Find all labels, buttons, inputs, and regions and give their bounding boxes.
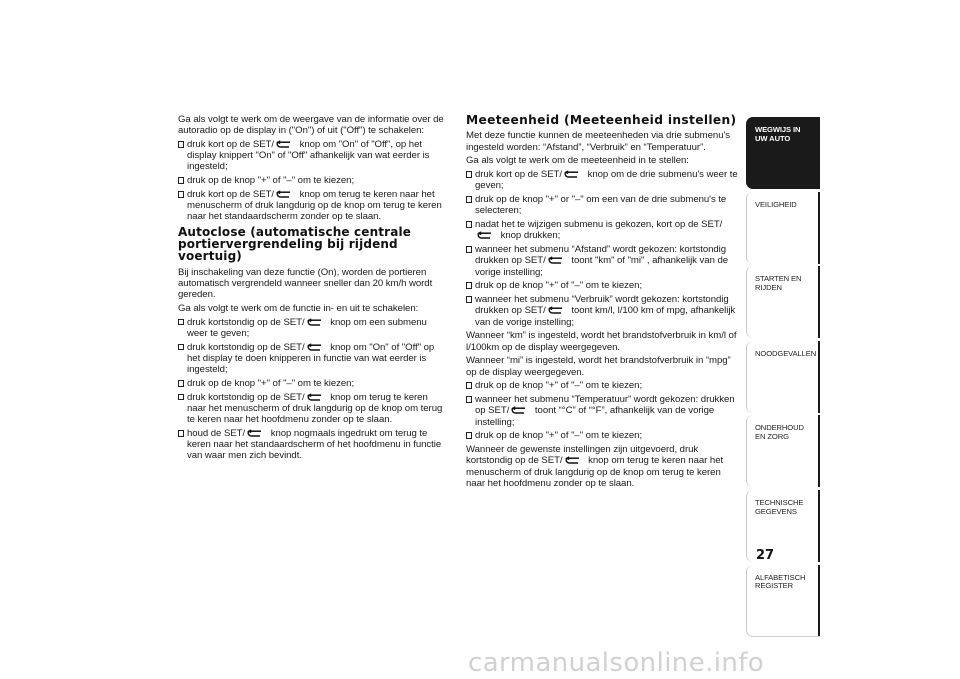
left-column [178,114,446,464]
km-note: Wanneer “km” is ingesteld, wordt het brandstofverbruik in km/l of l/100km op de display weergegeven. [466,330,737,353]
closing-text-pre: Wanneer de gewenste instellingen zijn uitgevoerd, druk kortstondig op de SET/ [466,444,699,467]
right-bullets-1 [466,169,742,328]
tab-noodgevallen[interactable] [746,341,820,413]
list-item-text-continued: knop om "On" of "Off", op het display knippert "On" of "Off" afhankelijk van wat eerder is ingesteld; [187,139,430,173]
tab-label: TECHNISCHE GEGEVENS [755,497,804,516]
checkbox-bullet-icon [466,196,472,203]
list-item-text: nadat het te wijzigen submenu is gekozen, kort op de SET/ [475,219,723,231]
list-item [466,194,742,216]
tab-veiligheid[interactable] [746,192,820,264]
list-item-text-continued: knop om de drie submenu's weer te geven; [475,169,738,192]
list-item-text: druk op de knop "+" of "–" om te kiezen; [475,380,643,392]
list-item [466,219,742,241]
list-item [466,394,742,428]
esc-arrow-icon [306,393,322,401]
list-item-text: druk op de knop "+" of "–" om te kiezen; [475,430,643,442]
list-item [466,294,742,328]
esc-arrow-icon [275,190,291,198]
autoclose-description: Bij inschakeling van deze functie (On), worden de portieren automatisch vergrendeld wanneer sneller dan 20 km/h wordt gereden. [178,266,433,301]
esc-arrow-icon [306,343,322,351]
checkbox-bullet-icon [178,177,184,184]
list-item-text: druk kort op de SET/ [475,169,562,181]
left-intro: Ga als volgt te werk om de weergave van de informatie over de autoradio op de display in ("On") of uit ("Off") te schakelen: [178,114,444,137]
esc-arrow-icon [246,429,262,437]
list-item [466,380,742,391]
checkbox-bullet-icon [466,282,472,289]
list-item [178,189,446,223]
tab-wegwijs[interactable] [746,117,820,189]
checkbox-bullet-icon [178,394,184,401]
tab-label: NOODGEVALLEN [755,348,817,358]
list-item [178,317,446,339]
checkbox-bullet-icon [178,380,184,387]
list-item [178,175,446,186]
tab-label: VEILIGHEID [755,199,797,209]
list-item [178,139,446,173]
closing-text-post: knop om terug te keren naar het menuscherm of druk langdurig op de knop om terug te keren naar het hoofdmenu zonder op te slaan. [466,455,724,489]
esc-arrow-icon [275,140,291,148]
esc-arrow-icon [306,318,322,326]
list-item [466,280,742,291]
checkbox-bullet-icon [178,344,184,351]
esc-arrow-icon [547,306,563,314]
list-item-text-continued: knop om een submenu weer te geven; [187,316,427,340]
watermark: carmanualsonline.info [468,648,765,678]
list-item [178,342,446,376]
closing-paragraph [466,444,742,489]
checkbox-bullet-icon [178,191,184,198]
list-item-text: wanneer het submenu “Temperatuur” wordt gekozen: drukken op SET/ [475,394,735,417]
list-item-text-continued: knop drukken; [498,230,561,242]
list-item-text-continued: toont “°C” of “°F”, afhankelijk van de vorige instelling; [475,405,715,428]
checkbox-bullet-icon [466,432,472,439]
list-item-text: druk kortstondig op de SET/ [187,316,305,328]
list-item-text: druk op de knop "+" of "–" om te kiezen; [187,175,355,187]
list-item [466,169,742,191]
right-column [466,114,742,492]
list-item-text: wanneer het submenu “Verbruik” wordt gekozen: kortstondig drukken op SET/ [475,294,729,317]
tab-label: WEGWIJS IN UW AUTO [755,125,801,143]
left-bullets-2 [178,317,446,462]
tab-onderhoud[interactable] [746,415,820,487]
list-item [466,430,742,441]
esc-arrow-icon [564,456,580,464]
tab-label: ALFABETISCH REGISTER [755,572,806,591]
list-item [178,428,446,462]
list-item-text-continued: toont km/l, l/100 km of mpg, afhankelijk van de vorige instelling; [475,305,736,328]
checkbox-bullet-icon [178,430,184,437]
list-item-text-continued: knop om "On" of "Off" op het display te doen knipperen in functie van wat eerder is ingesteld; [187,341,435,376]
list-item-text: druk kort op de SET/ [187,139,274,150]
list-item-text-continued: knop om terug te keren naar het menuscherm of druk langdurig op de knop om terug te keren naar het standaardscherm zonder op te slaan. [187,189,442,223]
list-item-text-continued: toont "km" of "mi" , afhankelijk van de vorige instelling; [475,255,729,278]
list-item [178,378,446,389]
checkbox-bullet-icon [466,171,472,178]
list-item-text: druk kort op de SET/ [187,189,274,200]
esc-arrow-icon [563,170,579,178]
meeteenheid-description: Met deze functie kunnen de meeteenheden via drie submenu's ingesteld worden: “Afstand”, “Verbruik” en “Temperatuur”. [466,130,731,153]
meeteenheid-heading: Meeteenheid (Meeteenheid instellen) [466,113,737,127]
esc-arrow-icon [476,231,492,239]
checkbox-bullet-icon [466,396,472,403]
left-bullets-1 [178,139,446,223]
tab-alfabetisch-register[interactable] [746,565,820,637]
page-number: 27 [756,548,775,563]
right-bullets-2 [466,380,742,441]
tab-label: ONDERHOUD EN ZORG [755,423,804,441]
autoclose-heading: Autoclose (automatische centrale portiervergrendeling bij rijdend voertuig) [178,224,412,264]
esc-arrow-icon [510,406,526,414]
autoclose-instruction: Ga als volgt te werk om de functie in- en uit te schakelen: [178,303,419,315]
list-item-text-continued: knop om terug te keren naar het menuscherm of druk langdurig op de knop om terug te keren naar het hoofdmenu zonder op te slaan. [187,391,443,426]
checkbox-bullet-icon [466,382,472,389]
esc-arrow-icon [547,256,563,264]
checkbox-bullet-icon [178,319,184,326]
list-item [178,392,446,426]
list-item-text: houd de SET/ [187,428,246,440]
list-item-text: druk op de knop "+" of "–" om te kiezen; [187,378,355,390]
list-item-text: druk op de knop "+" of "–" om te kiezen; [475,280,643,292]
checkbox-bullet-icon [178,141,184,148]
list-item-text: druk kortstondig op de SET/ [187,341,305,353]
list-item-text: druk op de knop "+" or "–" om een van de drie submenu's te selecteren; [475,194,727,217]
list-item-text-continued: knop nogmaals ingedrukt om terug te keren naar het standaardscherm of het hoofdmenu in functie van waar men zich bevindt. [187,428,442,462]
checkbox-bullet-icon [466,246,472,253]
tab-label: STARTEN EN RIJDEN [755,274,802,292]
checkbox-bullet-icon [466,296,472,303]
list-item-text: druk kortstondig op de SET/ [187,391,305,403]
tab-starten-en-rijden[interactable] [746,266,820,338]
meeteenheid-instruction: Ga als volgt te werk om de meeteenheid in te stellen: [466,155,689,167]
list-item-text: wanneer het submenu “Afstand” wordt gekozen: kortstondig drukken op SET/ [475,244,727,267]
checkbox-bullet-icon [466,221,472,228]
list-item [466,244,742,278]
mi-note: Wanneer “mi” is ingesteld, wordt het brandstofverbruik in “mpg” op de display weergegeven. [466,355,731,378]
